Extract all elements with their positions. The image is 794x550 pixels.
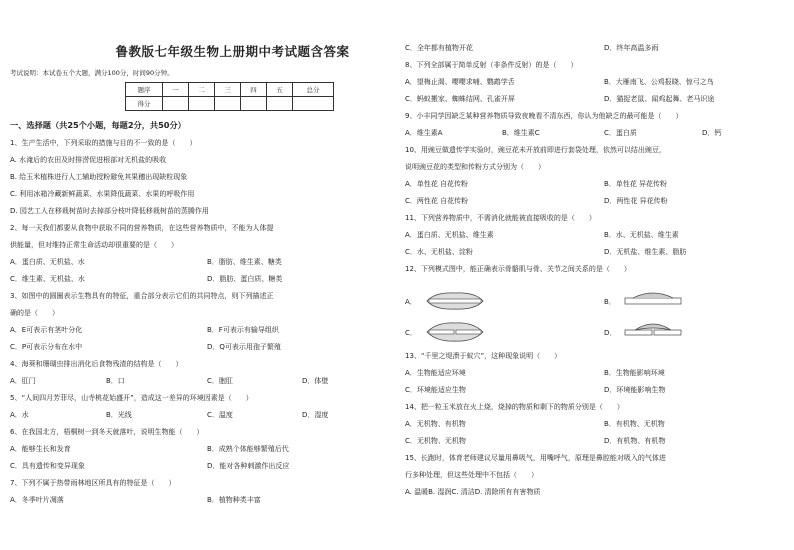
score-table-row xyxy=(126,97,334,111)
question-14: 14、把一粒玉米放在火上烧，烧掉的物质和剩下的物质分别是（ ） xyxy=(405,403,624,411)
score-cell[interactable] xyxy=(293,97,334,111)
option: C．环境能适应生物 xyxy=(405,386,466,394)
question-2-cont: 供能量，但对维持正常生命活动却很重要的是（ ） xyxy=(10,241,178,249)
score-row-label: 得分 xyxy=(126,97,163,111)
muscle-bone-diagram-d xyxy=(623,318,683,346)
question-3: 3、如图中的圆圈表示生物具有的特征，重合部分表示它们的共同特点，则下列描述正 xyxy=(10,292,274,300)
muscle-bone-diagram-a xyxy=(425,288,485,314)
option: B．大雁南飞、公鸡报晓、惊弓之鸟 xyxy=(604,78,714,86)
option: D．湿度 xyxy=(302,411,329,419)
option: D．钙 xyxy=(702,129,722,137)
option-label: C． xyxy=(405,329,417,337)
option: C．蚂蚁搬家、蜘蛛结网、孔雀开屏 xyxy=(405,95,515,103)
exam-instructions: 考试说明：本试卷五个大题，满分100分，时间90分钟。 xyxy=(10,69,174,77)
score-table-header: 四 xyxy=(241,83,267,97)
option: A．单性花 自花传粉 xyxy=(405,180,469,188)
score-table-header: 二 xyxy=(189,83,215,97)
option: C．具有遗传和变异现象 xyxy=(10,462,85,470)
option: C．无机物、无机物 xyxy=(405,437,466,445)
option: D．两性花 异花传粉 xyxy=(604,197,668,205)
question-13: 13、“千里之堤溃于蚁穴”，这种现象说明（ ） xyxy=(405,352,562,360)
option: B. 给玉米植株进行人工辅助授粉避免其果穗出现缺粒现象 xyxy=(10,173,188,181)
option: D．无机盐、维生素、脂肪 xyxy=(604,248,687,256)
option: A. 温暖B. 湿润C. 清洁D. 清除所有有害物质 xyxy=(405,488,541,496)
score-table-header-row xyxy=(126,83,334,97)
question-6: 6、在我国北方，梧桐树一到冬天就落叶，说明生物能（ ） xyxy=(10,428,204,436)
option: B．成熟个体能够繁殖后代 xyxy=(207,445,289,453)
option: D．环境能影响生物 xyxy=(604,386,666,394)
option: B．植物种类丰富 xyxy=(207,496,261,504)
option: C．P可表示分布在水中 xyxy=(10,343,83,351)
score-table xyxy=(125,82,334,111)
score-cell[interactable] xyxy=(267,97,293,111)
option: D．终年高温多雨 xyxy=(604,44,659,52)
option: C．胞肛 xyxy=(207,377,233,385)
option-label: A． xyxy=(405,298,417,306)
option: B．光线 xyxy=(106,411,132,419)
option: A．水 xyxy=(10,411,29,419)
question-11: 11、下列营养物质中，不需消化就能被直接吸收的是（ ） xyxy=(405,214,596,222)
option: B．生物能影响环境 xyxy=(604,369,665,377)
muscle-bone-diagram-b xyxy=(623,288,683,314)
option: D．能对各种刺激作出反应 xyxy=(207,462,290,470)
question-8: 8、下列全部属于简单反射（非条件反射）的是（ ） xyxy=(405,61,578,69)
option: A．冬季叶片凋落 xyxy=(10,496,64,504)
option: C．温度 xyxy=(207,411,233,419)
option: B．维生素C xyxy=(502,129,540,137)
score-cell[interactable] xyxy=(215,97,241,111)
option: A．蛋白质、无机盐、维生素 xyxy=(405,231,494,239)
option: D．Q可表示用孢子繁殖 xyxy=(207,343,281,351)
option: B．脂肪、维生素、糖类 xyxy=(207,258,282,266)
option: D．体壁 xyxy=(302,377,329,385)
score-cell[interactable] xyxy=(189,97,215,111)
option: D．脂肪、蛋白质、糖类 xyxy=(207,275,283,283)
option: C．全年都有植物开花 xyxy=(405,44,473,52)
question-15-cont: 行多种处理，但这些处理中不包括（ ） xyxy=(405,471,538,479)
option: A．E可表示有茎叶分化 xyxy=(10,326,83,334)
question-4: 4、海葵和珊瑚虫排出消化后食物残渣的结构是（ ） xyxy=(10,360,183,368)
option: C．维生素、无机盐、水 xyxy=(10,275,85,283)
score-cell[interactable] xyxy=(241,97,267,111)
option: A．能够生长和发育 xyxy=(10,445,71,453)
score-table-header: 题序 xyxy=(126,83,163,97)
option: B．单性花 异花传粉 xyxy=(604,180,668,188)
question-9: 9、小丰同学因缺乏某种营养物质导致夜晚看不清东西，你认为他缺乏的最可能是（ ） xyxy=(405,112,683,120)
score-table-header: 五 xyxy=(267,83,293,97)
question-10: 10、用豌豆做遗传学实验时，豌豆花未开放前即进行套袋处理，依然可以结出豌豆， xyxy=(405,146,666,154)
score-table-header: 三 xyxy=(215,83,241,97)
question-10-cont: 说明豌豆花的类型和传粉方式分别为（ ） xyxy=(405,163,545,171)
option: A．肛门 xyxy=(10,377,36,385)
option: B．水、无机盐、维生素 xyxy=(604,231,679,239)
page-title: 鲁教版七年级生物上册期中考试题含答案 xyxy=(115,44,350,59)
question-3-cont: 确的是（ ） xyxy=(10,309,59,317)
question-2: 2、每一天我们都要从食物中获取不同的营养物质，在这些营养物质中，不能为人体提 xyxy=(10,224,274,232)
option: C．蛋白质 xyxy=(604,129,637,137)
option: A. 水淹后的农田及时排涝促进根部对无机盐的吸收 xyxy=(10,156,167,164)
option: A．蛋白质、无机盐、水 xyxy=(10,258,85,266)
option: B．F可表示有输导组织 xyxy=(207,326,279,334)
option: D. 园艺工人在移栽树苗时去掉部分枝叶降低移栽树苗的蒸腾作用 xyxy=(10,207,209,215)
option: A．生物能适应环境 xyxy=(405,369,466,377)
score-table-header: 一 xyxy=(163,83,189,97)
option: D．有机物、有机物 xyxy=(604,437,666,445)
option: C．两性花 自花传粉 xyxy=(405,197,469,205)
option: C．水、无机盐、淀粉 xyxy=(405,248,473,256)
option: B．有机物、无机物 xyxy=(604,420,665,428)
option: A．维生素A xyxy=(405,129,443,137)
question-1: 1、生产生活中，下列采取的措施与目的不一致的是（ ） xyxy=(10,139,197,147)
option: C. 利用冰箱冷藏新鲜蔬菜、水果降低蔬菜、水果的呼吸作用 xyxy=(10,190,195,198)
question-7: 7、下列不属于热带雨林地区所具有的特征是（ ） xyxy=(10,479,176,487)
option: A．望梅止渴、嘤嘤求哺、鹦鹉学舌 xyxy=(405,78,515,86)
option: D．猫捉老鼠、闻鸡起舞、老马识途 xyxy=(604,95,715,103)
muscle-bone-diagram-c xyxy=(425,318,485,346)
question-5: 5、“人间四月芳菲尽，山寺桃花始盛开”，造成这一差异的环境因素是（ ） xyxy=(10,394,253,402)
score-table-header: 总分 xyxy=(293,83,334,97)
question-15: 15、长跑时，体育老师建议尽量用鼻吸气，用嘴呼气，原理是鼻腔能对吸入的气体进 xyxy=(405,454,666,462)
option: B．口 xyxy=(106,377,125,385)
option: A．无机物、有机物 xyxy=(405,420,466,428)
option-label: D． xyxy=(604,329,617,337)
question-12: 12、下列模式图中，能正确表示骨骼肌与骨、关节之间关系的是（ ） xyxy=(405,265,631,273)
option-label: B． xyxy=(604,298,616,306)
score-cell[interactable] xyxy=(163,97,189,111)
section-heading: 一、选择题（共25个小题，每题2分，共50分） xyxy=(10,120,186,130)
